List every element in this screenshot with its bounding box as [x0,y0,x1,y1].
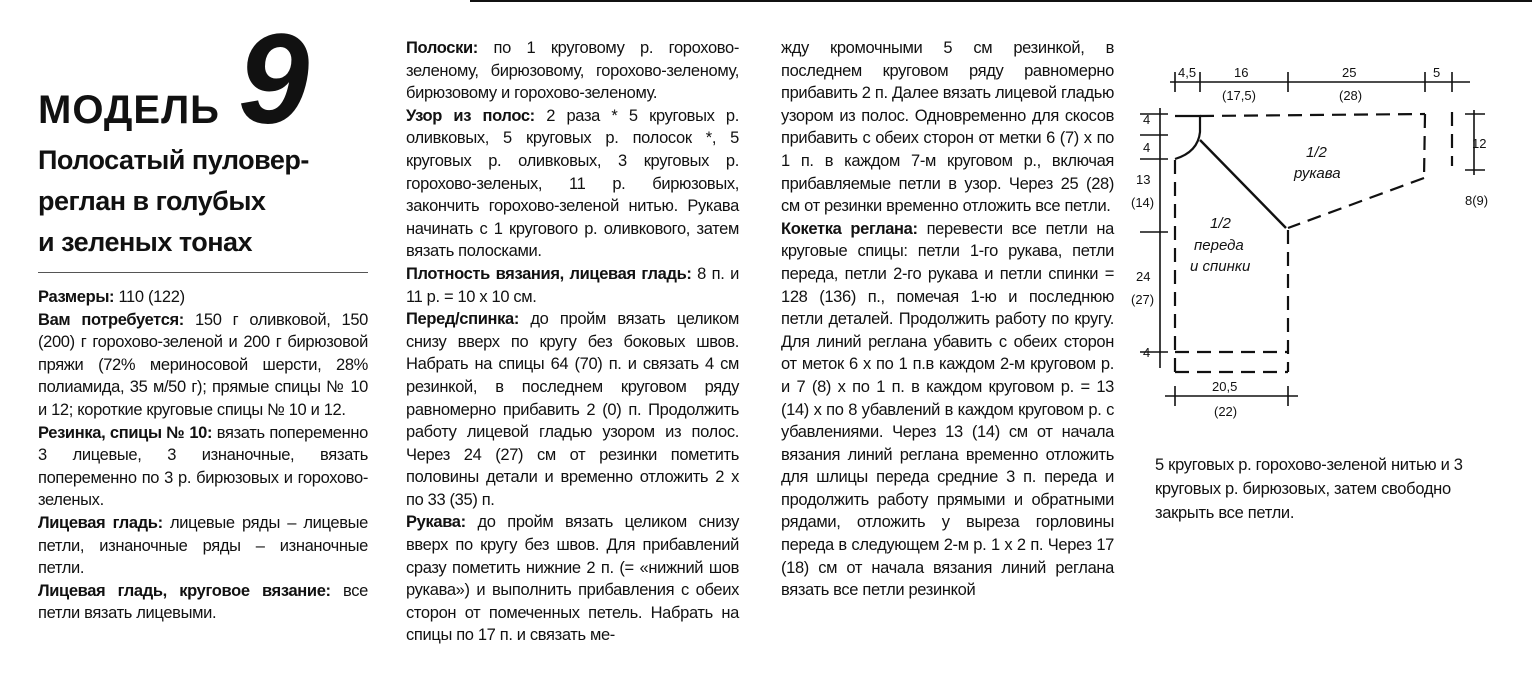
dim-top-25-alt: (28) [1339,88,1363,103]
dim-left-24-alt: (27) [1131,292,1155,307]
dim-top-16: 16 [1234,65,1249,80]
paragraph [781,37,1114,218]
pattern-title [38,140,368,263]
title-line-1: Полосатый пуловер- [38,145,309,175]
text-column-3 [781,37,1114,602]
paragraph [406,37,739,105]
schematic-diagram [1125,60,1525,430]
paragraph-heading: Лицевая гладь: [38,513,163,532]
paragraph [406,263,739,308]
text-column-2 [406,37,739,647]
paragraph-heading: Перед/спинка: [406,310,519,329]
dim-left-13: 13 [1136,172,1151,187]
paragraph [406,308,739,511]
paragraph-text: 8 п. и 11 р. = 10 х 10 см. [406,264,739,306]
paragraph [38,286,368,309]
paragraph-text: все петли вязать лицевыми. [38,581,368,623]
paragraph-text: лицевые ряды – лицевые петли, изнаночные ряды – изнаночные петли. [38,513,369,578]
dim-right-8: 8(9) [1465,193,1489,208]
paragraph [406,511,739,647]
title-line-2: реглан в голубых [38,186,266,216]
dim-left-4c: 4 [1143,345,1151,360]
paragraph-heading: Узор из полос: [406,106,535,125]
diagram-footnote: 5 круговых р. горохово-зеленой нитью и 3 круговых р. бирюзовых, затем свободно закрыть все петли. [1155,456,1463,522]
body-label-1: переда [1194,237,1244,254]
paragraph-heading: Вам потребуется: [38,310,184,329]
paragraph [781,218,1114,602]
paragraph [406,105,739,263]
title-divider [38,272,368,273]
model-number: 9 [238,8,310,151]
model-label: МОДЕЛЬ [38,88,220,132]
sleeve-label: рукава [1294,165,1341,182]
paragraph-text: 2 раза * 5 круговых р. оливковых, 5 круговых р. полосок *, 5 круговых р. оливковых, 3 круговых р. горохово-зеленых, 11 р. бирюзовых, закончить горохово-зеленой нитью. Рукава начинать с 1 кругового р. оливкового, затем вязать полосками. [406,106,739,261]
dim-top-4-5: 4,5 [1178,65,1197,80]
paragraph [38,422,368,512]
dim-bottom-22: (22) [1214,404,1238,419]
paragraph-heading: Лицевая гладь, круговое вязание: [38,581,331,600]
paragraph-heading: Полоски: [406,39,478,57]
paragraph-text: жду кромочными 5 см резинкой, в последнем круговом ряду равномерно прибавить 2 п. Далее вязать лицевой гладью узором из полос. Одновременно для скосов прибавить с обеих сторон от метки 6 (7) х по 1 п. в каждом 7-м круговом р., включая прибавляемые петли в узор. Через 25 (28) см от резинки временно отложить все петли. [781,39,1114,216]
top-rule [470,0,1532,2]
dim-bottom-20-5: 20,5 [1212,379,1238,394]
text-column-1 [38,286,368,625]
paragraph-heading: Кокетка реглана: [781,219,918,238]
paragraph-text: до пройм вязать целиком снизу вверх по кругу без боковых швов. Набрать на спицы 64 (70) п. и связать 4 см резинкой, в последнем круговом ряду равномерно прибавить 2 (0) п. Продолжить работу лицевой гладью узором из полос. Через 24 (27) см от резинки пометить половины детали и временно отложить 2 х по 33 (35) п. [406,310,739,509]
paragraph [38,309,368,422]
dim-top-16-alt: (17,5) [1222,88,1256,103]
body-fraction: 1/2 [1210,215,1231,232]
body-label-2: и спинки [1190,258,1251,275]
dim-left-24: 24 [1136,269,1151,284]
title-line-3: и зеленых тонах [38,227,253,257]
paragraph-text: до пройм вязать целиком снизу вверх по кругу без швов. Для прибавлений сразу пометить нижние 2 п. (= «нижний шов рукава») и выполнить прибавления с обеих сторон от помеченных петель. Набрать на спицы по 17 п. и связать ме- [406,513,739,645]
sleeve-fraction: 1/2 [1306,144,1327,161]
paragraph-heading: Рукава: [406,513,466,532]
paragraph [38,512,368,580]
dim-right-12: 12 [1472,136,1487,151]
dim-top-5: 5 [1433,65,1441,80]
paragraph-heading: Резинка, спицы № 10: [38,423,213,442]
dim-left-13-alt: (14) [1131,195,1155,210]
paragraph-heading: Размеры: [38,288,115,306]
paragraph-heading: Плотность вязания, лицевая гладь: [406,264,692,283]
paragraph-text: перевести все петли на круговые спицы: петли 1-го рукава, петли переда, петли 2-го рукава и петли спинки = 128 (136) п., помечая 1-ю и последнюю петли деталей. Продолжить работу по кругу. Для линий реглана убавить с обеих сторон от меток 6 х по 1 п.в каждом 2-м круговом р. и 7 (8) х по 1 п. в каждом круговом р. = 13 (14) х по 8 убавлений в каждом круговом р. с убавлениями. Через 13 (14) см от начала вязания линий реглана временно отложить для шлицы переда средние 3 п. переда и продолжить работу прямыми и обратными рядами, отложить у выреза горловины переда в следующем 2-м р. 1 х 2 п. Через 17 (18) см от начала вязания линий реглана вязать все петли резинкой [781,219,1114,600]
paragraph-text: по 1 круговому р. горохово-зеленому, бирюзовому, горохово-зеленому, бирюзовому и горохово-зеленому. [406,39,739,103]
paragraph [38,580,368,625]
dim-left-4a: 4 [1143,112,1151,127]
dim-left-4b: 4 [1143,140,1151,155]
paragraph-text: вязать попеременно 3 лицевые, 3 изнаночные, вязать попеременно по 3 р. бирюзовых и горохово-зеленых. [38,423,368,510]
paragraph-text: 150 г оливковой, 150 (200) г горохово-зеленой и 200 г бирюзовой пряжи (72% мериносовой шерсти, 28% полиамида, 35 м/50 г); прямые спицы № 10 и 12; короткие круговые спицы № 10 и 12. [38,310,368,419]
paragraph-text: 110 (122) [114,288,185,306]
dim-top-25: 25 [1342,65,1357,80]
